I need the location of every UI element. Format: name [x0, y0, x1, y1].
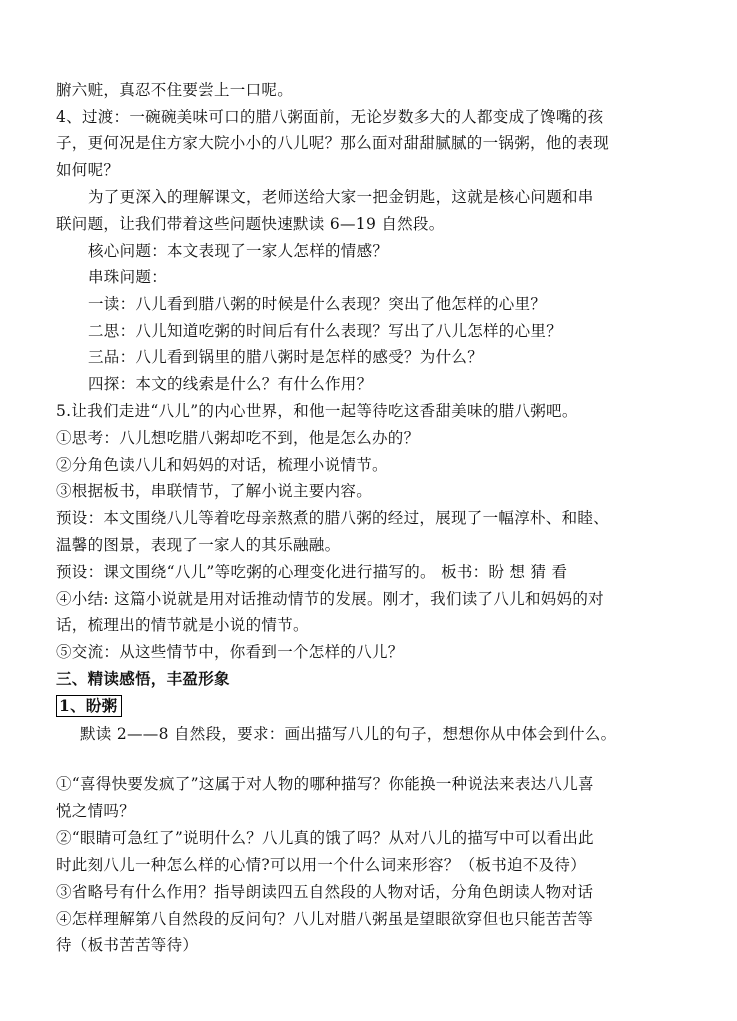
text-line: 一读：八儿看到腊八粥的时候是什么表现？突出了他怎样的心里？	[88, 295, 547, 313]
text-line: 悦之情吗？	[56, 802, 136, 820]
text-line: 温馨的图景，表现了一家人的其乐融融。	[56, 536, 341, 554]
text-line: 默读 2——8 自然段，要求：画出描写八儿的句子，想想你从中体会到什么。	[80, 725, 617, 743]
subsection-heading-wrap	[56, 695, 716, 717]
text-line: ①“喜得快要发疯了”这属于对人物的哪种描写？你能换一种说法来表达八儿喜	[56, 775, 594, 793]
text-line: ①思考：八儿想吃腊八粥却吃不到，他是怎么办的？	[56, 429, 420, 447]
text-line: ③省略号有什么作用？指导朗读四五自然段的人物对话，分角色朗读人物对话	[56, 883, 594, 901]
text-line: 如何呢？	[56, 161, 120, 179]
text-line: 5.让我们走进“八儿”的内心世界，和他一起等待吃这香甜美味的腊八粥吧。	[56, 402, 578, 420]
text-line: 话，梳理出的情节就是小说的情节。	[56, 616, 309, 634]
subsection-heading-boxed: 1、盼粥	[56, 695, 122, 717]
text-line: ④小结: 这篇小说就是用对话推动情节的发展。刚才，我们读了八儿和妈妈的对	[56, 590, 604, 608]
text-line: 为了更深入的理解课文，老师送给大家一把金钥匙，这就是核心问题和串	[88, 188, 594, 206]
text-line: 4、过渡：一碗碗美味可口的腊八粥面前，无论岁数多大的人都变成了馋嘴的孩	[56, 108, 604, 126]
text-line: ③根据板书，串联情节，了解小说主要内容。	[56, 482, 373, 500]
text-line: 三品：八儿看到锅里的腊八粥时是怎样的感受？为什么？	[88, 348, 484, 366]
text-line: 时此刻八儿一种怎么样的心情?可以用一个什么词来形容？（板书迫不及待）	[56, 856, 587, 874]
text-line: 子，更何况是住方家大院小小的八儿呢？那么面对甜甜腻腻的一锅粥，他的表现	[56, 134, 610, 152]
text-line: 二思：八儿知道吃粥的时间后有什么表现？写出了八儿怎样的心里？	[88, 322, 563, 340]
text-line: 待（板书苦苦等待）	[56, 936, 199, 954]
text-line: 预设：课文围绕“八儿”等吃粥的心理变化进行描写的。 板书：盼 想 猜 看	[56, 563, 568, 581]
section-heading: 三、精读感悟，丰盈形象	[56, 669, 230, 688]
text-line: 联问题，让我们带着这些问题快速默读 6—19 自然段。	[56, 215, 445, 233]
text-line: 串珠问题：	[88, 268, 168, 286]
text-line: ②分角色读八儿和妈妈的对话，梳理小说情节。	[56, 456, 388, 474]
text-line: 核心问题：本文表现了一家人怎样的情感？	[88, 242, 389, 260]
text-line: 腑六赃，真忍不住要尝上一口呢。	[56, 81, 294, 99]
text-line: ②“眼睛可急红了”说明什么？八儿真的饿了吗？从对八儿的描写中可以看出此	[56, 829, 594, 847]
text-line: 预设：本文围绕八儿等着吃母亲熬煮的腊八粥的经过，展现了一幅淳朴、和睦、	[56, 509, 610, 527]
text-line: ④怎样理解第八自然段的反问句？八儿对腊八粥虽是望眼欲穿但也只能苦苦等	[56, 910, 594, 928]
text-line: 四探：本文的线索是什么？有什么作用？	[88, 375, 373, 393]
text-line: ⑤交流：从这些情节中，你看到一个怎样的八儿？	[56, 643, 404, 661]
